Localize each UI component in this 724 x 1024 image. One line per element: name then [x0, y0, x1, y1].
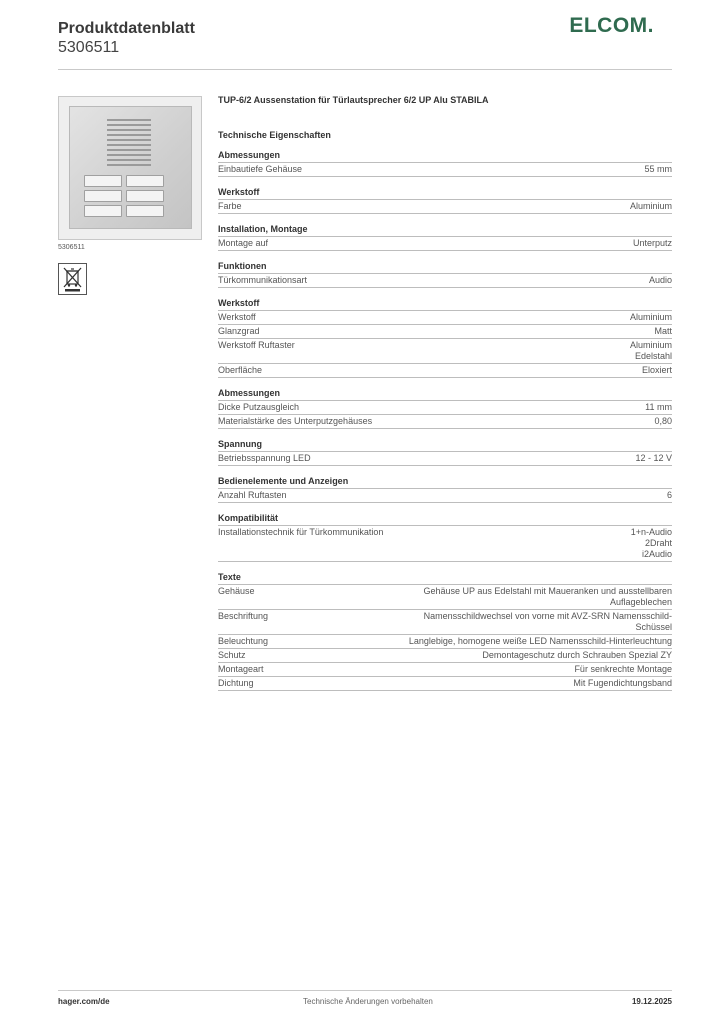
spec-row [218, 364, 672, 378]
spec-value: Eloxiert [641, 365, 672, 375]
spec-label: Dicke Putzausgleich [218, 402, 300, 412]
spec-value: Matt [654, 326, 672, 336]
spec-label: Einbautiefe Gehäuse [218, 164, 303, 174]
call-button [126, 190, 164, 202]
spec-label: Werkstoff [218, 312, 256, 322]
spec-value: 12 - 12 V [635, 453, 672, 463]
page-title: Produktdatenblatt [58, 20, 195, 37]
spec-value: 11 mm [645, 402, 672, 412]
spec-row [218, 401, 672, 415]
section-title: Spannung [218, 439, 672, 452]
spec-row [218, 339, 672, 364]
spec-label: Farbe [218, 201, 242, 211]
spec-label: Beschriftung [218, 611, 269, 621]
section-title: Abmessungen [218, 388, 672, 401]
header-divider [58, 69, 672, 70]
section-title: Installation, Montage [218, 224, 672, 237]
spec-value: Demontageschutz durch Schrauben Spezial ZY [482, 650, 672, 660]
spec-section [218, 388, 672, 429]
spec-label: Türkommunikationsart [218, 275, 308, 285]
weee-crossed-bin-icon [58, 263, 87, 295]
spec-row [218, 526, 672, 562]
door-station-panel [69, 106, 192, 229]
spec-label: Werkstoff Ruftaster [218, 340, 295, 350]
spec-label: Glanzgrad [218, 326, 260, 336]
product-title: TUP-6/2 Aussenstation für Türlautsprecher 6/2 UP Alu STABILA [218, 95, 489, 105]
spec-row [218, 585, 672, 610]
spec-row [218, 237, 672, 251]
spec-value: Gehäuse UP aus Edelstahl mit Maueranken und ausstellbaren Auflageblechen [423, 586, 672, 607]
spec-value: 0,80 [654, 416, 672, 426]
spec-section [218, 187, 672, 214]
technical-properties-heading: Technische Eigenschaften [218, 130, 331, 140]
spec-value: Langlebige, homogene weiße LED Namensschild-Hinterleuchtung [408, 636, 672, 646]
section-title: Kompatibilität [218, 513, 672, 526]
spec-section [218, 513, 672, 562]
spec-value: 6 [666, 490, 672, 500]
call-button [126, 205, 164, 217]
section-title: Texte [218, 572, 672, 585]
specification-table [218, 150, 672, 701]
footer-divider [58, 990, 672, 991]
spec-row [218, 663, 672, 677]
call-button [126, 175, 164, 187]
footer-date: 19.12.2025 [631, 997, 672, 1006]
spec-row [218, 311, 672, 325]
spec-row [218, 452, 672, 466]
spec-value: Für senkrechte Montage [574, 664, 672, 674]
spec-row [218, 649, 672, 663]
spec-row [218, 635, 672, 649]
spec-section [218, 298, 672, 378]
product-image [58, 96, 202, 240]
image-caption: 5306511 [58, 244, 85, 251]
spec-value: Unterputz [632, 238, 672, 248]
speaker-grille [107, 119, 151, 169]
spec-value: Aluminium Edelstahl [629, 340, 672, 361]
call-button [84, 175, 122, 187]
spec-label: Anzahl Ruftasten [218, 490, 287, 500]
spec-row [218, 610, 672, 635]
spec-value: Mit Fugendichtungsband [573, 678, 672, 688]
spec-section [218, 224, 672, 251]
spec-label: Betriebsspannung LED [218, 453, 311, 463]
spec-label: Gehäuse [218, 586, 255, 596]
spec-row [218, 325, 672, 339]
spec-row [218, 415, 672, 429]
spec-label: Montage auf [218, 238, 269, 248]
section-title: Bedienelemente und Anzeigen [218, 476, 672, 489]
call-button [84, 190, 122, 202]
spec-row [218, 489, 672, 503]
footer-disclaimer: Technische Änderungen vorbehalten [303, 997, 433, 1006]
spec-label: Dichtung [218, 678, 254, 688]
spec-value: Namensschildwechsel von vorne mit AVZ-SRN Namensschild-Schüssel [423, 611, 672, 632]
spec-label: Materialstärke des Unterputzgehäuses [218, 416, 373, 426]
section-title: Abmessungen [218, 150, 672, 163]
spec-row [218, 274, 672, 288]
spec-value: Aluminium [629, 201, 672, 211]
spec-row [218, 200, 672, 214]
spec-value: 55 mm [644, 164, 672, 174]
spec-section [218, 476, 672, 503]
spec-section [218, 150, 672, 177]
spec-label: Installationstechnik für Türkommunikation [218, 527, 384, 537]
spec-value: Aluminium [629, 312, 672, 322]
spec-label: Beleuchtung [218, 636, 269, 646]
spec-label: Montageart [218, 664, 264, 674]
spec-section [218, 261, 672, 288]
elcom-logo: ELCOM. [569, 14, 654, 37]
spec-label: Oberfläche [218, 365, 263, 375]
spec-value: 1+n-Audio 2Draht i2Audio [630, 527, 672, 559]
section-title: Werkstoff [218, 298, 672, 311]
section-title: Funktionen [218, 261, 672, 274]
spec-row [218, 163, 672, 177]
footer-website: hager.com/de [58, 997, 110, 1006]
spec-row [218, 677, 672, 691]
spec-value: Audio [648, 275, 672, 285]
article-number: 5306511 [58, 39, 120, 56]
spec-section [218, 439, 672, 466]
spec-label: Schutz [218, 650, 246, 660]
section-title: Werkstoff [218, 187, 672, 200]
call-button [84, 205, 122, 217]
spec-section [218, 572, 672, 691]
